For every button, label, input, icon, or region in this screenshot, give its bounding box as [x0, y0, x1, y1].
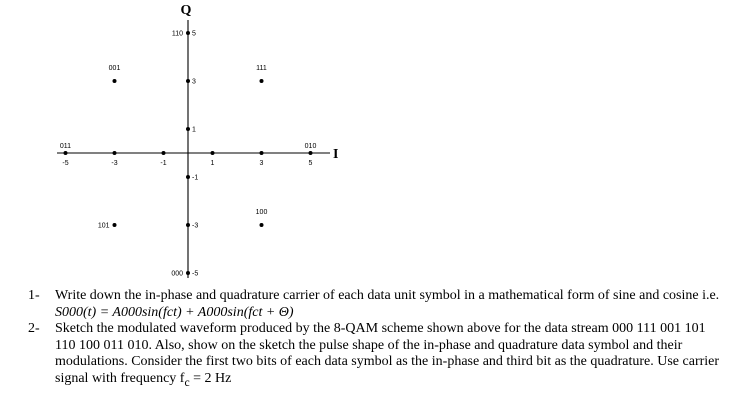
- axes: [57, 20, 330, 278]
- i-tick-marker: [162, 151, 166, 155]
- constellation-point-label: 010: [304, 143, 317, 150]
- q-tick-marker: [186, 127, 190, 131]
- i-tick-label: 5: [308, 160, 313, 167]
- constellation-point-label: 001: [108, 65, 121, 72]
- q-tick-marker: [186, 271, 190, 275]
- constellation-point-label: 000: [171, 270, 183, 278]
- question-list: [28, 288, 726, 391]
- question-1: [28, 288, 726, 321]
- q-tick-label: -1: [192, 174, 199, 182]
- q-tick-marker: [186, 175, 190, 179]
- constellation-point: [113, 223, 117, 227]
- q-tick-marker: [186, 31, 190, 35]
- question-1-text: Write down the in-phase and quadrature carrier of each data unit symbol in a mathematical form of sine and cosine i.e.: [55, 288, 720, 303]
- question-2-frequency-subscript: c: [184, 375, 190, 389]
- i-tick-marker: [309, 151, 313, 155]
- constellation-point-label: 011: [59, 143, 72, 150]
- i-tick-label: 1: [210, 160, 215, 167]
- question-2-frequency-value: = 2 Hz: [189, 370, 232, 386]
- q-tick-marker: [186, 79, 190, 83]
- q-tick-label: -3: [192, 222, 199, 230]
- i-tick-marker: [113, 151, 117, 155]
- q-tick-marker: [186, 223, 190, 227]
- q-tick-label: 3: [192, 78, 196, 86]
- i-tick-marker: [211, 151, 215, 155]
- constellation-point: [113, 79, 117, 83]
- q-tick-label: 1: [192, 126, 196, 134]
- q-tick-label: 5: [192, 30, 196, 38]
- q-axis-label: Q: [180, 3, 192, 18]
- i-tick-marker: [260, 151, 264, 155]
- constellation-point-label: 101: [97, 222, 110, 230]
- i-tick-label: 3: [259, 160, 264, 167]
- question-1-formula: S000(t) = A000sin(fct) + A000sin(fct + Θ): [55, 304, 294, 320]
- q-tick-label: -5: [192, 270, 199, 278]
- question-1-number: 1-: [28, 288, 40, 303]
- i-tick-label: -1: [160, 160, 167, 167]
- i-tick-label: -3: [111, 160, 118, 167]
- constellation-point-label: 111: [256, 65, 267, 72]
- constellation-point-label: 110: [171, 30, 183, 38]
- question-2-number: 2-: [28, 321, 40, 336]
- constellation-point: [260, 223, 264, 227]
- constellation-point-label: 100: [255, 209, 268, 216]
- i-tick-label: -5: [62, 160, 69, 167]
- i-tick-marker: [64, 151, 68, 155]
- question-2-text: Sketch the modulated waveform produced by the 8-QAM scheme shown above for the data stream 000 111 001 101 110 100 011 010. Also, show on the sketch the pulse shape of the in-phase and quadrature data symbol and their modulations. Consider the first two bits of each data symbol as the in-phase and third bit as the quadrature. Use carrier signal with frequency f: [55, 321, 720, 386]
- constellation-point: [260, 79, 264, 83]
- i-axis-label: I: [333, 147, 339, 162]
- question-2: [28, 321, 726, 391]
